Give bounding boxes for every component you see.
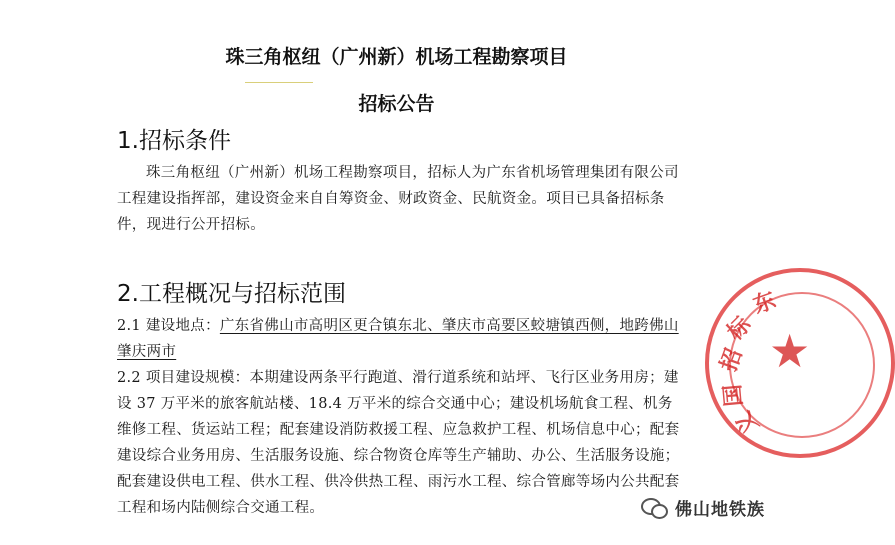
- construction-location-label: 2.1 建设地点：: [117, 318, 220, 334]
- section-heading-bidding-conditions: 1.招标条件: [117, 128, 231, 154]
- construction-location-value: 广东省佛山市高明区更合镇东北、肇庆市高要区蛟塘镇西侧，地跨佛山肇庆两市: [117, 318, 679, 360]
- seal-star-icon: ★: [769, 324, 811, 378]
- construction-scale: [117, 365, 687, 521]
- watermark: [641, 492, 765, 522]
- document-subtitle: 招标公告: [358, 93, 435, 115]
- seal-char: 东: [749, 286, 780, 319]
- section-heading-project-overview: 2.工程概况与招标范围: [117, 281, 346, 307]
- seal-char: 招: [715, 345, 748, 375]
- seal-char: 义: [730, 406, 765, 440]
- construction-location: [117, 313, 687, 365]
- wechat-icon: [641, 496, 667, 518]
- document-title: 珠三角枢纽（广州新）机场工程勘察项目: [225, 46, 568, 68]
- paragraph-text: 珠三角枢纽（广州新）机场工程勘察项目，招标人为广东省机场管理集团有限公司工程建设指挥部，建设资金来自自筹资金、财政资金、民航资金。项目已具备招标条件，现进行公开招标。: [117, 165, 679, 233]
- seal-char: 国: [719, 383, 748, 408]
- section-paragraph-bidding-conditions: [117, 160, 687, 238]
- construction-scale-value: 本期建设两条平行跑道、滑行道系统和站坪、飞行区业务用房；建设 37 万平米的旅客航站楼、18.4 万平米的综合交通中心；建设机场航食工程、机务维修工程、货运站工程；配套建设消防救援工程、应急救护工程、机场信息中心；配套建设综合业务用房、生活服务设施、综合物资仓库等生产辅助、办公、生活服务设施；配套建设供电工程、供水工程、供冷供热工程、雨污水工程、综合管廊等场内公共配套工程和场内陆侧综合交通工程。: [117, 370, 680, 516]
- official-seal: [705, 268, 895, 458]
- title-divider: [245, 82, 313, 83]
- seal-char: 标: [722, 311, 757, 346]
- construction-scale-label: 2.2 项目建设规模：: [117, 370, 250, 386]
- watermark-text: 佛山地铁族: [675, 499, 765, 520]
